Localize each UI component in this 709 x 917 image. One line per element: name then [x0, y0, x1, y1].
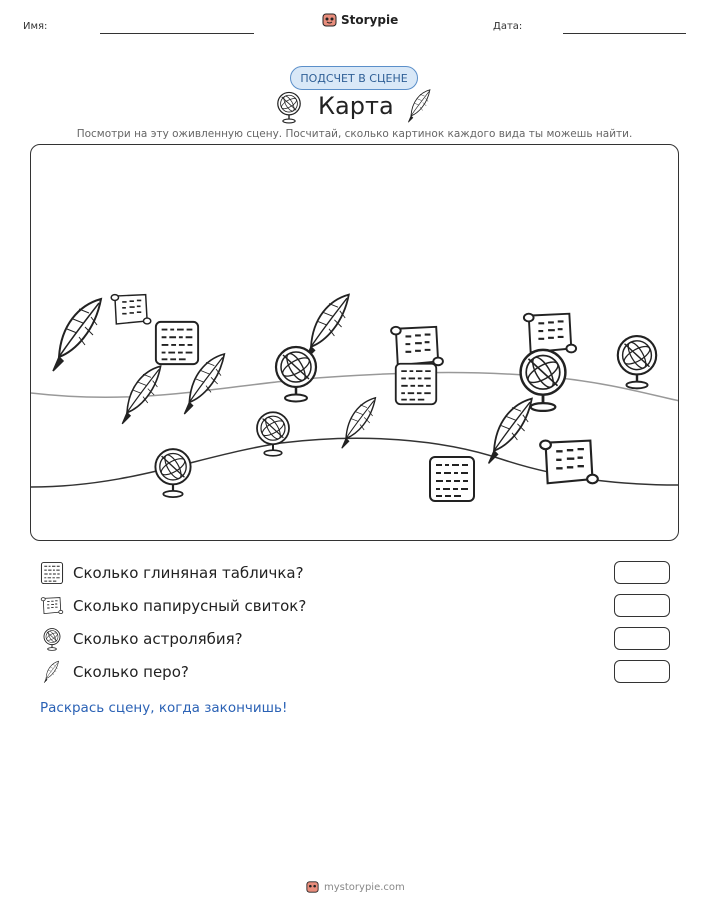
answer-box-scroll[interactable]	[614, 594, 670, 617]
scene-astrolabe-icon	[618, 336, 656, 388]
scene-feather-icon	[342, 398, 376, 448]
back-hill-line	[31, 373, 679, 402]
question-text: Сколько папирусный свиток?	[73, 597, 307, 615]
astrolabe-icon	[275, 90, 303, 124]
scene-scroll-icon	[524, 314, 576, 353]
scene-tablet-icon	[156, 322, 198, 364]
counting-scene	[30, 144, 679, 541]
scene-feather-icon	[306, 295, 349, 360]
question-row-feather	[40, 660, 670, 684]
scene-canvas	[31, 145, 679, 541]
scene-astrolabe-icon	[276, 347, 316, 402]
astrolabe-icon	[40, 627, 64, 651]
site-footer	[306, 880, 405, 894]
clay-tablet-icon	[40, 561, 64, 585]
scene-astrolabe-icon	[257, 412, 289, 456]
feather-quill-icon	[40, 660, 64, 684]
answer-box-astrolabe[interactable]	[614, 627, 670, 650]
name-line[interactable]	[100, 33, 254, 34]
scene-astrolabe-icon	[155, 449, 190, 497]
storypie-mascot-icon	[322, 12, 337, 28]
storypie-mascot-icon	[306, 880, 319, 894]
question-row-tablet	[40, 561, 670, 585]
scene-scroll-icon	[540, 441, 598, 484]
scene-feather-icon	[53, 299, 101, 371]
papyrus-scroll-icon	[40, 594, 64, 618]
question-text: Сколько глиняная табличка?	[73, 564, 304, 582]
feather-quill-icon	[405, 88, 435, 124]
brand-name: Storypie	[341, 13, 399, 27]
brand-logo	[322, 12, 398, 28]
date-line[interactable]	[563, 33, 686, 34]
scene-scroll-icon	[111, 295, 151, 324]
name-label: Имя:	[23, 21, 48, 32]
question-text: Сколько астролябия?	[73, 630, 243, 648]
scene-tablet-icon	[396, 364, 436, 404]
question-text: Сколько перо?	[73, 663, 189, 681]
question-row-astrolabe	[40, 627, 670, 651]
page-title: Карта	[318, 92, 394, 120]
scene-scroll-icon	[391, 327, 443, 365]
answer-box-tablet[interactable]	[614, 561, 670, 584]
answer-box-feather[interactable]	[614, 660, 670, 683]
question-row-scroll	[40, 594, 670, 618]
coloring-instruction: Раскрась сцену, когда закончишь!	[40, 700, 288, 716]
scene-tablet-icon	[430, 457, 474, 501]
instructions: Посмотри на эту оживленную сцену. Посчитай, сколько картинок каждого вида ты можешь найти.	[76, 128, 633, 140]
site-url: mystorypie.com	[324, 881, 405, 893]
date-label: Дата:	[493, 21, 523, 32]
activity-badge: ПОДСЧЕТ В СЦЕНЕ	[290, 66, 418, 90]
scene-feather-icon	[489, 399, 532, 464]
